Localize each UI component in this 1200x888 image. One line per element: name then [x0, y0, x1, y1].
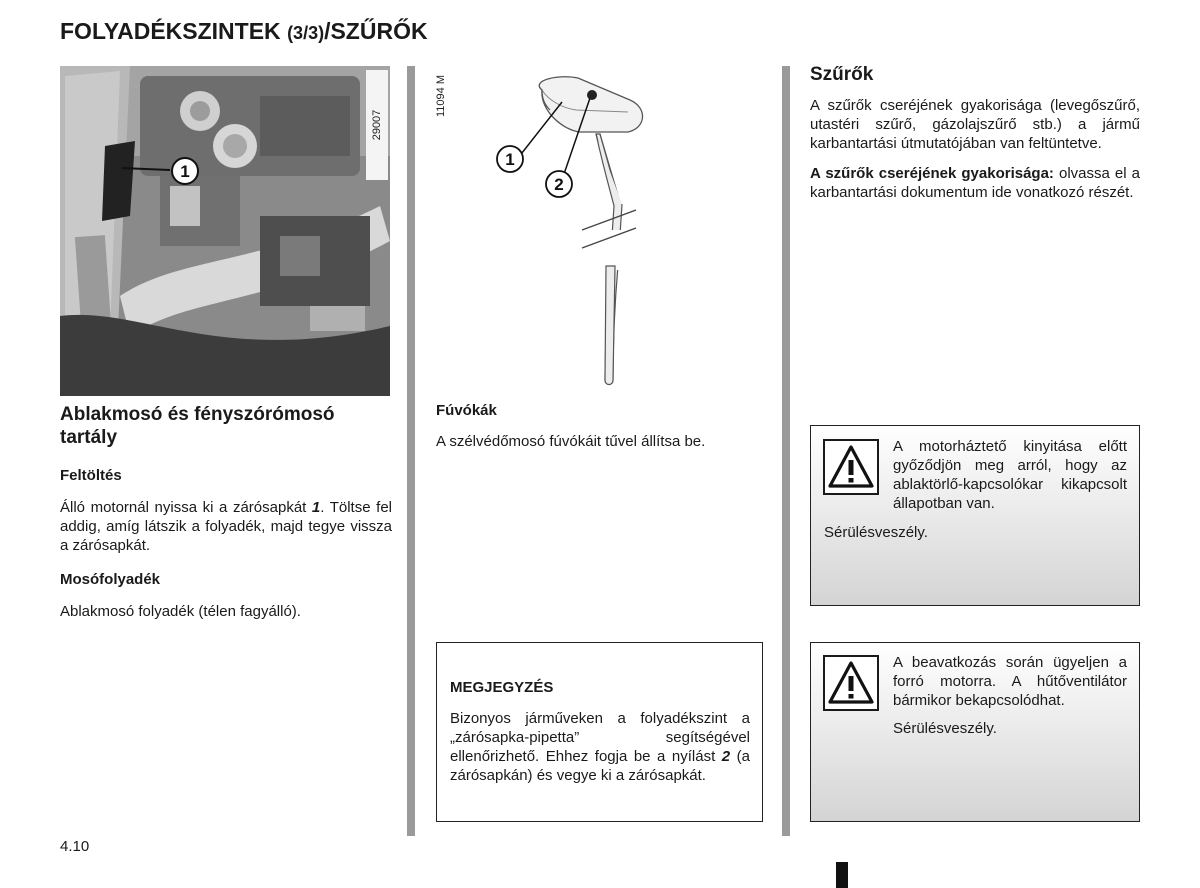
warning-hood-text: A motorháztető kinyitása előtt győződjön meg arról, hogy az ablaktörlő-kapcsolókar kikapcsolt állapotban van. [893, 438, 1127, 512]
photo-reference-code [366, 70, 388, 180]
column-divider-right [782, 66, 790, 836]
warning-triangle-icon [823, 439, 879, 495]
page-title [60, 18, 428, 45]
note-title: MEGJEGYZÉS [450, 679, 554, 696]
column-divider-left [407, 66, 415, 836]
note-box [436, 642, 763, 822]
title-main: FOLYADÉKSZINTEK [60, 18, 288, 44]
right-text-column [810, 63, 1140, 202]
ref-1: 1 [311, 499, 321, 516]
title-end: /SZŰRŐK [324, 18, 428, 44]
filters-paragraph: A szűrők cseréjének gyakorisága (levegőszűrő, utastéri szűrő, gázolajszűrő stb.) a jármű karbantartási útmutatójában van feltüntetve. [810, 97, 1140, 152]
filling-paragraph: Álló motornál nyissa ki a zárósapkát 1. Töltse fel addig, amíg látszik a folyadék, majd tegye vissza a zárósapkát. [60, 499, 392, 554]
subheading-nozzles: Fúvókák [436, 402, 497, 419]
diagram-callout-2: 2 [554, 175, 564, 194]
dipstick-cap-diagram [470, 70, 670, 390]
warning-box-hood [810, 425, 1140, 606]
engine-bay-photo [60, 66, 390, 396]
ref-2: 2 [721, 748, 731, 765]
title-part-indicator: (3/3) [287, 23, 325, 43]
diagram-reference-code [430, 66, 452, 126]
page-number: 4.10 [60, 838, 90, 855]
note-paragraph: Bizonyos járműveken a folyadékszint a „zárósapka-pipetta” segítségével ellenőrizhető. Ehhez fogja be a nyílást 2 (a zárósapkán) és vegye ki a zárósapkát. [450, 710, 750, 784]
engine-bay-illustration [60, 66, 390, 396]
subheading-washer-fluid: Mosófolyadék [60, 571, 161, 588]
subheading-filling: Feltöltés [60, 467, 122, 484]
warning-box-hot-engine [810, 642, 1140, 822]
warning-triangle-icon [823, 655, 879, 711]
photo-code-text: 29007 [371, 109, 383, 141]
washer-fluid-paragraph: Ablakmosó folyadék (télen fagyálló). [60, 603, 301, 620]
diagram-code-text: 11094 M [435, 75, 447, 117]
photo-callout-1: 1 [180, 162, 190, 181]
middle-text-column [436, 402, 766, 451]
warning-hot-engine-text: A beavatkozás során ügyeljen a forró motorra. A hűtőventilátor bármikor bekapcsolódhat. [893, 654, 1127, 709]
nozzles-paragraph: A szélvédőmosó fúvókáit tűvel állítsa be. [436, 433, 706, 450]
warning-hood-risk: Sérülésveszély. [824, 524, 928, 541]
diagram-callout-1: 1 [505, 150, 515, 169]
left-text-column [60, 403, 392, 621]
section-heading-washer-tank: Ablakmosó és fényszórómosó tartály [60, 404, 335, 448]
page-edge-marker [836, 862, 848, 888]
section-heading-filters: Szűrők [810, 64, 874, 85]
filters-interval-paragraph: A szűrők cseréjének gyakorisága: olvassa el a karbantartási dokumentum ide vonatkozó részét. [810, 165, 1140, 201]
warning-hot-engine-risk: Sérülésveszély. [893, 720, 997, 737]
